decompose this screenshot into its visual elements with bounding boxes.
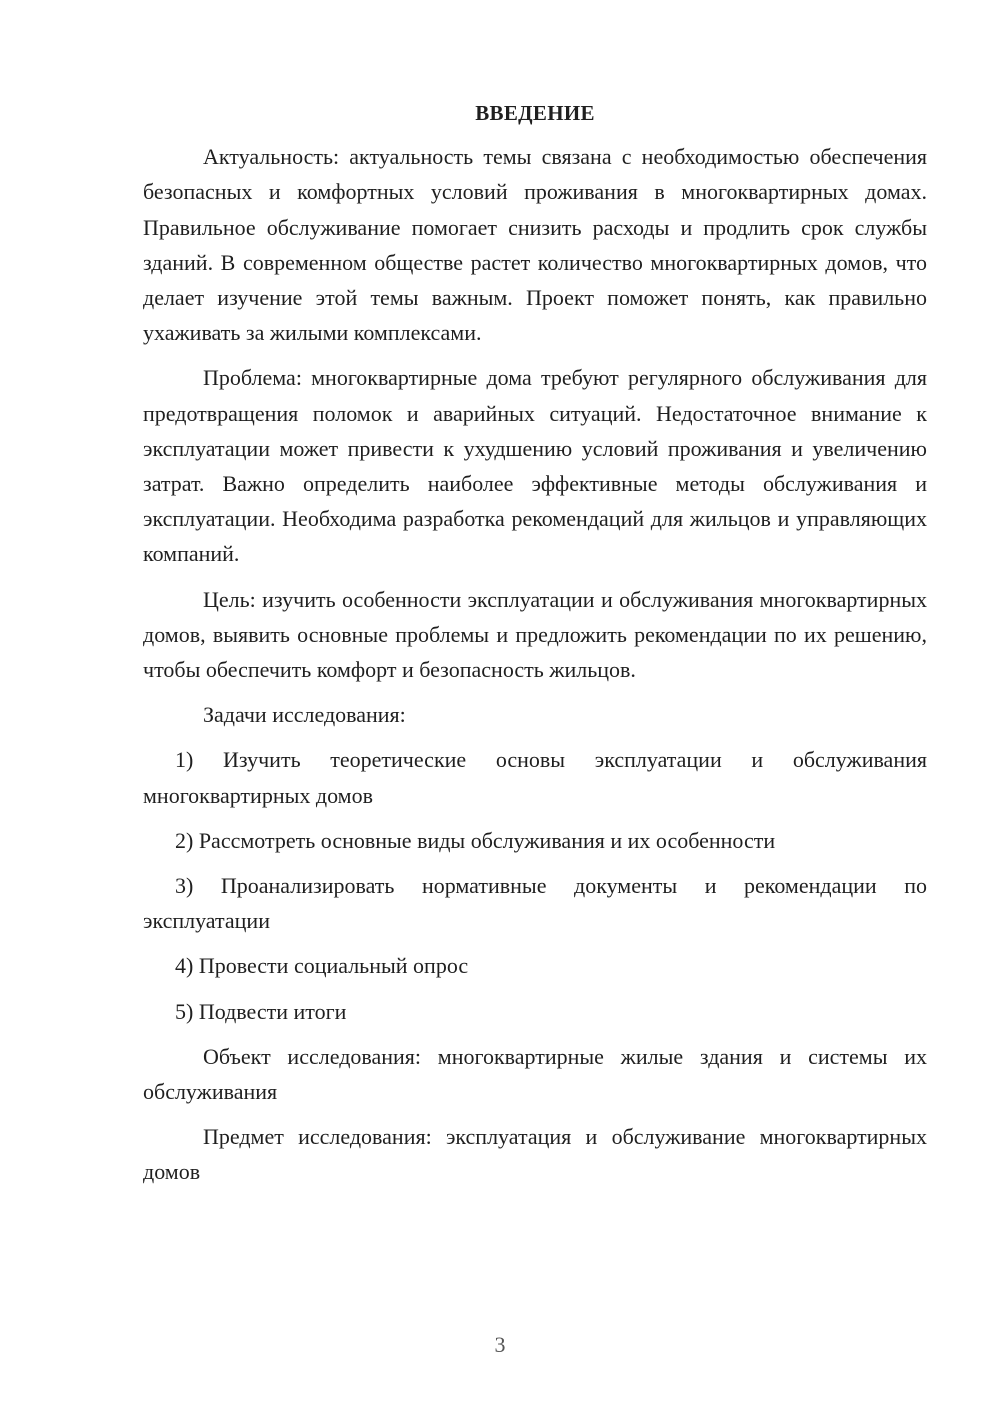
task-item-5: 5) Подвести итоги	[175, 998, 347, 1024]
tasks-heading: Задачи исследования:	[203, 702, 406, 728]
paragraph-object: Объект исследования: многоквартирные жилые здания и системы их обслуживания	[143, 1043, 927, 1105]
task-item-4: 4) Провести социальный опрос	[175, 953, 469, 979]
paragraph-goal: Цель: изучить особенности эксплуатации и обслуживания многоквартирных домов, выявить основные проблемы и предложить рекомендации по их решению, чтобы обеспечить комфорт и безопасность жильцов.	[143, 586, 927, 683]
paragraph-problem: Проблема: многоквартирные дома требуют регулярного обслуживания для предотвращения поломок и аварийных ситуаций. Недостаточное внимание к эксплуатации может привести к ухудшению условий проживания и увеличению затрат. Важно определить наиболее эффективные методы обслуживания и эксплуатации. Необходима разработка рекомендаций для жильцов и управляющих компаний.	[143, 365, 927, 567]
section-title: ВВЕДЕНИЕ	[475, 101, 595, 125]
page-number: 3	[494, 1332, 506, 1357]
task-item-1: 1) Изучить теоретические основы эксплуатации и обслуживания многоквартирных домов	[143, 747, 927, 808]
paragraph-relevance: Актуальность: актуальность темы связана с необходимостью обеспечения безопасных и комфортных условий проживания в многоквартирных домах. Правильное обслуживание помогает снизить расходы и продлить срок службы зданий. В современном обществе растет количество многоквартирных домов, что делает изучение этой темы важным. Проект поможет понять, как правильно ухаживать за жилыми комплексами.	[143, 144, 927, 346]
paragraph-subject: Предмет исследования: эксплуатация и обслуживание многоквартирных домов	[143, 1124, 927, 1185]
task-item-2: 2) Рассмотреть основные виды обслуживания и их особенности	[175, 827, 776, 853]
task-item-3: 3) Проанализировать нормативные документы и рекомендации по эксплуатации	[143, 873, 927, 934]
document-page	[143, 96, 927, 1200]
